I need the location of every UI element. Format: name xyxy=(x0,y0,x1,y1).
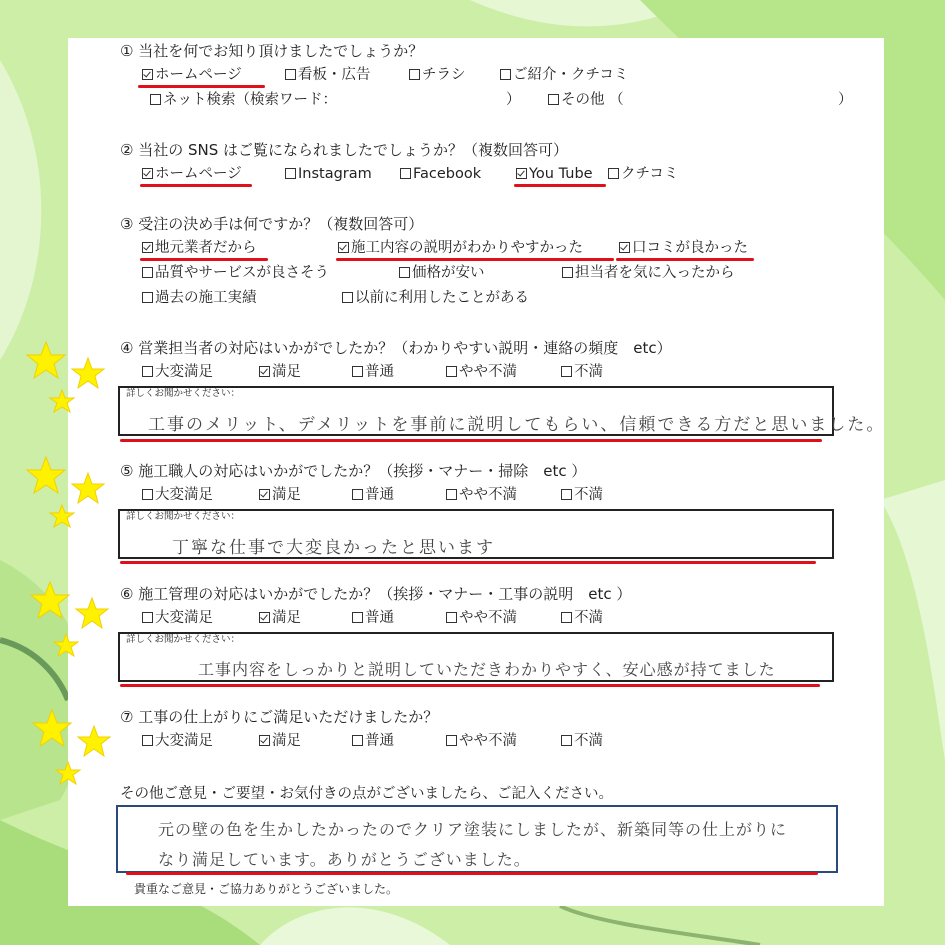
checkbox-icon xyxy=(548,94,559,105)
q6-comment-box[interactable] xyxy=(118,632,834,682)
star-cluster-icon xyxy=(30,708,120,793)
q6-question: ⑥ 施工管理の対応はいかがでしたか？（挨拶・マナー・工事の説明 etc ） xyxy=(120,585,632,603)
q7-rating-satisfied[interactable]: 満足 xyxy=(259,732,301,750)
q5-comment-text: 丁寧な仕事で大変良かったと思います xyxy=(172,538,495,558)
q4-comment-text: 工事のメリット、デメリットを事前に説明してもらい、信頼できる方だと思いました。 xyxy=(148,415,886,435)
q5-rating-somewhat-dissatisfied[interactable]: やや不満 xyxy=(446,486,517,504)
q7-rating-dissatisfied[interactable]: 不満 xyxy=(561,732,603,750)
q3-option-reviews[interactable]: 口コミが良かった xyxy=(619,239,748,257)
checkbox-icon xyxy=(446,612,457,623)
q4-rating-very-satisfied[interactable]: 大変満足 xyxy=(142,363,213,381)
star-cluster-icon xyxy=(24,455,114,535)
q1-option-signboard[interactable]: 看板・広告 xyxy=(285,66,371,84)
other-comments-box[interactable] xyxy=(116,805,838,873)
checkbox-icon xyxy=(561,366,572,377)
checkbox-icon xyxy=(352,612,363,623)
q6-rating-neutral[interactable]: 普通 xyxy=(352,609,394,627)
q7-rating-very-satisfied[interactable]: 大変満足 xyxy=(142,732,213,750)
other-comments-line1: 元の壁の色を生かしたかったのでクリア塗装にしましたが、新築同等の仕上がりに xyxy=(158,820,788,839)
checkbox-icon xyxy=(608,168,619,179)
q4-rating-dissatisfied[interactable]: 不満 xyxy=(561,363,603,381)
checkbox-icon xyxy=(446,489,457,500)
q2-option-kuchikomi[interactable]: クチコミ xyxy=(608,165,678,183)
q1-option-referral[interactable]: ご紹介・クチコミ xyxy=(500,66,628,84)
checkbox-icon xyxy=(142,612,153,623)
q3-option-staff[interactable]: 担当者を気に入ったから xyxy=(562,264,735,282)
q1-close-paren-2: ） xyxy=(838,92,853,108)
q4-question: ④ 営業担当者の対応はいかがでしたか？（わかりやすい説明・連絡の頻度 etc） xyxy=(120,339,672,357)
q1-close-paren: ） xyxy=(506,92,521,108)
checkbox-icon xyxy=(142,267,153,278)
q3-question: ③ 受注の決め手は何ですか？（複数回答可） xyxy=(120,215,424,233)
checkbox-icon xyxy=(142,366,153,377)
q4-rating-satisfied[interactable]: 満足 xyxy=(259,363,301,381)
q7-rating-somewhat-dissatisfied[interactable]: やや不満 xyxy=(446,732,517,750)
checkbox-icon xyxy=(561,735,572,746)
checkbox-checked-icon xyxy=(259,489,270,500)
q2-option-youtube[interactable]: You Tube xyxy=(516,165,593,183)
q4-rating-somewhat-dissatisfied[interactable]: やや不満 xyxy=(446,363,517,381)
checkbox-icon xyxy=(562,267,573,278)
detail-label: 詳しくお聞かせください： xyxy=(126,511,241,522)
q1-question: ① 当社を何でお知り頂けましたでしょうか？ xyxy=(120,42,424,60)
q4-rating-neutral[interactable]: 普通 xyxy=(352,363,394,381)
q1-option-flyer[interactable]: チラシ xyxy=(409,66,466,84)
checkbox-checked-icon xyxy=(259,366,270,377)
q1-option-web-search[interactable]: ネット検索（検索ワード： xyxy=(150,91,337,109)
checkbox-checked-icon xyxy=(516,168,527,179)
checkbox-icon xyxy=(409,69,420,80)
checkbox-icon xyxy=(142,489,153,500)
checkbox-icon xyxy=(500,69,511,80)
checkbox-icon xyxy=(400,168,411,179)
q2-option-facebook[interactable]: Facebook xyxy=(400,165,481,183)
q5-comment-box[interactable] xyxy=(118,509,834,559)
footer-thanks: 貴重なご意見・ご協力ありがとうございました。 xyxy=(134,882,399,896)
checkbox-icon xyxy=(285,168,296,179)
q5-rating-satisfied[interactable]: 満足 xyxy=(259,486,301,504)
q5-rating-dissatisfied[interactable]: 不満 xyxy=(561,486,603,504)
q3-option-quality[interactable]: 品質やサービスが良さそう xyxy=(142,264,329,282)
q5-rating-very-satisfied[interactable]: 大変満足 xyxy=(142,486,213,504)
star-cluster-icon xyxy=(28,580,118,665)
q6-rating-dissatisfied[interactable]: 不満 xyxy=(561,609,603,627)
checkbox-icon xyxy=(285,69,296,80)
q7-rating-neutral[interactable]: 普通 xyxy=(352,732,394,750)
checkbox-checked-icon xyxy=(619,242,630,253)
checkbox-icon xyxy=(142,292,153,303)
detail-label: 詳しくお聞かせください： xyxy=(126,388,241,399)
checkbox-checked-icon xyxy=(259,735,270,746)
q7-question: ⑦ 工事の仕上がりにご満足いただけましたか？ xyxy=(120,708,439,726)
q2-option-homepage[interactable]: ホームページ xyxy=(142,165,242,183)
q3-option-local[interactable]: 地元業者だから xyxy=(142,239,257,257)
checkbox-icon xyxy=(342,292,353,303)
q5-rating-neutral[interactable]: 普通 xyxy=(352,486,394,504)
checkbox-icon xyxy=(352,735,363,746)
checkbox-icon xyxy=(150,94,161,105)
checkbox-icon xyxy=(561,612,572,623)
q4-comment-box[interactable] xyxy=(118,386,886,436)
q5-question: ⑤ 施工職人の対応はいかがでしたか？（挨拶・マナー・掃除 etc ） xyxy=(120,462,587,480)
checkbox-checked-icon xyxy=(142,242,153,253)
q6-rating-very-satisfied[interactable]: 大変満足 xyxy=(142,609,213,627)
checkbox-checked-icon xyxy=(259,612,270,623)
q2-question: ② 当社の SNS はご覧になられましたでしょうか？（複数回答可） xyxy=(120,141,569,159)
checkbox-icon xyxy=(446,366,457,377)
checkbox-icon xyxy=(352,366,363,377)
q6-rating-somewhat-dissatisfied[interactable]: やや不満 xyxy=(446,609,517,627)
checkbox-icon xyxy=(142,735,153,746)
star-cluster-icon xyxy=(24,340,114,420)
q2-option-instagram[interactable]: Instagram xyxy=(285,165,372,183)
q1-option-other[interactable]: その他 （ xyxy=(548,91,624,109)
q3-option-explanation[interactable]: 施工内容の説明がわかりやすかった xyxy=(338,239,583,257)
checkbox-icon xyxy=(561,489,572,500)
checkbox-checked-icon xyxy=(142,168,153,179)
q6-rating-satisfied[interactable]: 満足 xyxy=(259,609,301,627)
other-comments-prompt: その他ご意見・ご要望・お気付きの点がございましたら、ご記入ください。 xyxy=(120,786,613,802)
q1-option-homepage[interactable]: ホームページ xyxy=(142,66,242,84)
checkbox-icon xyxy=(399,267,410,278)
q3-option-record[interactable]: 過去の施工実績 xyxy=(142,289,257,307)
other-comments-line2: なり満足しています。ありがとうございました。 xyxy=(158,850,531,869)
checkbox-icon xyxy=(446,735,457,746)
q3-option-previous[interactable]: 以前に利用したことがある xyxy=(342,289,529,307)
checkbox-icon xyxy=(352,489,363,500)
q6-comment-text: 工事内容をしっかりと説明していただきわかりやすく、安心感が持てました xyxy=(198,660,776,679)
checkbox-checked-icon xyxy=(338,242,349,253)
detail-label: 詳しくお聞かせください： xyxy=(126,634,241,645)
checkbox-checked-icon xyxy=(142,69,153,80)
q3-option-price[interactable]: 価格が安い xyxy=(399,264,485,282)
